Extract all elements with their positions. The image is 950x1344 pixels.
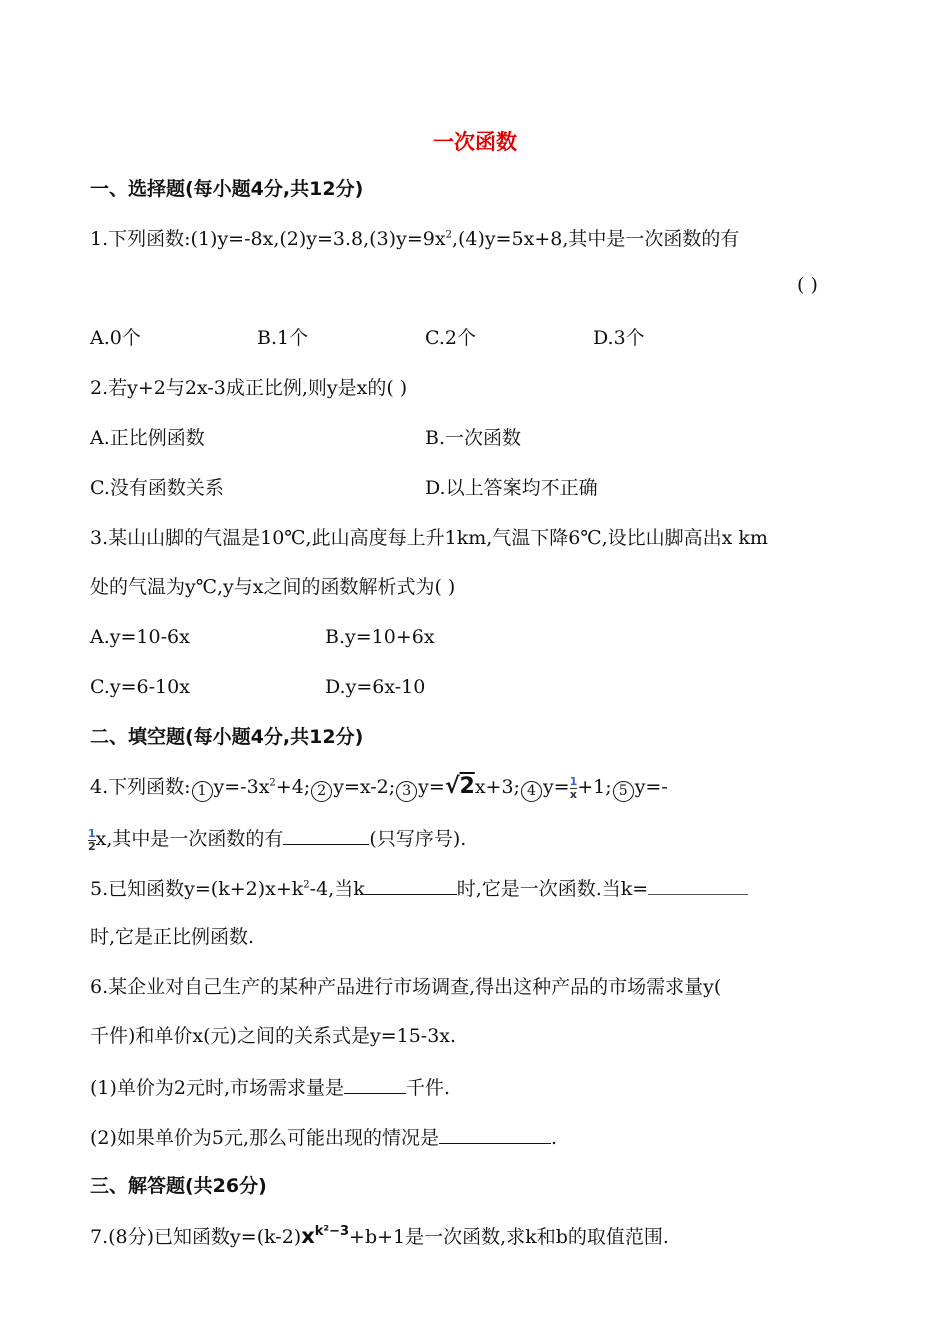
q4-func-1-a: y=-3x: [213, 776, 270, 798]
q4-func-4-b: +1;: [577, 776, 612, 798]
answer-blank[interactable]: [283, 824, 369, 845]
q4-func-2: y=x-2;: [333, 776, 396, 798]
sqrt-argument: 2: [459, 774, 475, 799]
answer-blank[interactable]: [439, 1123, 551, 1144]
q5-sup: 2: [303, 879, 310, 891]
q1-option-c: C.2个: [425, 327, 476, 349]
circled-number-2: 2: [311, 781, 332, 802]
q1-answer-paren: ( ): [797, 274, 818, 296]
q3-option-c: C.y=6-10x: [90, 676, 190, 698]
question-4-line-1: [90, 774, 668, 802]
q1-option-d: D.3个: [593, 327, 645, 349]
q1-sup: 2: [445, 229, 452, 241]
fraction-1-over-2: [88, 828, 96, 853]
question-7: [90, 1223, 669, 1250]
q5-text-a: 5.已知函数y=(k+2)x+k: [90, 878, 304, 900]
answer-blank[interactable]: [344, 1073, 406, 1094]
fraction-denominator: 2: [88, 839, 96, 853]
sqrt-sign: √: [444, 774, 460, 799]
q4-func-1-b: +4;: [275, 776, 311, 798]
section-heading-answer: 三、解答题(共26分): [90, 1175, 267, 1197]
q4-func-1-sup: 2: [269, 777, 276, 789]
q6-sub2-text: (2)如果单价为5元,那么可能出现的情况是: [90, 1127, 440, 1149]
power-expression: [301, 1224, 349, 1248]
circled-number-4: 4: [521, 781, 542, 802]
power-base: x: [301, 1224, 315, 1248]
q3-option-a: A.y=10-6x: [90, 626, 190, 648]
q1-option-a: A.0个: [90, 327, 141, 349]
q2-option-d: D.以上答案均不正确: [425, 477, 598, 499]
question-3-line-1: 3.某山山脚的气温是10℃,此山高度每上升1km,气温下降6℃,设比山脚高出x km: [90, 527, 768, 549]
question-4-line-2: [88, 824, 466, 853]
circled-number-3: 3: [396, 781, 417, 802]
fraction-numerator: 1: [569, 774, 578, 788]
q6-sub2-end: .: [551, 1127, 558, 1149]
q3-option-d: D.y=6x-10: [325, 676, 426, 698]
q1-text-a: 1.下列函数:(1)y=-8x,(2)y=3.8,(3)y=9x: [90, 228, 446, 250]
answer-blank[interactable]: [365, 874, 457, 895]
question-1: [90, 226, 739, 252]
q2-option-b: B.一次函数: [425, 427, 522, 449]
q1-text-b: ,(4)y=5x+8,其中是一次函数的有: [451, 228, 740, 250]
circled-number-5: 5: [613, 781, 634, 802]
q4-func-3-b: x+3;: [474, 776, 520, 798]
circled-number-1: 1: [192, 781, 213, 802]
sqrt-expression: [445, 774, 475, 799]
q1-option-b: B.1个: [257, 327, 309, 349]
q4-func-3-a: y=: [418, 776, 445, 798]
fraction-denominator: x: [569, 787, 577, 801]
q6-sub1-text: (1)单价为2元时,市场需求量是: [90, 1077, 345, 1099]
q4-prefix: 4.下列函数:: [90, 776, 191, 798]
fraction-numerator: 1: [88, 826, 96, 840]
q6-sub1-end: 千件.: [406, 1077, 451, 1099]
section-heading-choice: 一、选择题(每小题4分,共12分): [90, 178, 364, 200]
power-exponent: k²−3: [314, 1224, 350, 1239]
question-6-line-2: 千件)和单价x(元)之间的关系式是y=15-3x.: [90, 1025, 457, 1047]
question-6-line-1: 6.某企业对自己生产的某种产品进行市场调查,得出这种产品的市场需求量y(: [90, 976, 722, 998]
q3-option-b: B.y=10+6x: [325, 626, 435, 648]
q2-option-c: C.没有函数关系: [90, 477, 224, 499]
question-2: 2.若y+2与2x-3成正比例,则y是x的( ): [90, 377, 408, 399]
q7-text-a: 7.(8分)已知函数y=(k-2): [90, 1226, 302, 1248]
q5-text-c: 时,它是一次函数.当k=: [456, 878, 649, 900]
question-5-line-1: [90, 874, 748, 902]
q7-text-b: +b+1是一次函数,求k和b的取值范围.: [349, 1226, 669, 1248]
q4-func-5-a: y=-: [634, 776, 668, 798]
q2-option-a: A.正比例函数: [90, 427, 205, 449]
q4-func-4-a: y=: [542, 776, 570, 798]
question-5-line-2: 时,它是正比例函数.: [90, 926, 255, 948]
question-6-sub-1: [90, 1073, 450, 1101]
q4-line-2-end: (只写序号).: [369, 828, 467, 850]
q4-line-2-text: x,其中是一次函数的有: [95, 828, 284, 850]
answer-blank[interactable]: [648, 874, 748, 895]
page-title: 一次函数: [433, 130, 517, 154]
question-6-sub-2: [90, 1123, 557, 1151]
question-3-line-2: 处的气温为y℃,y与x之间的函数解析式为( ): [90, 576, 456, 598]
q5-text-b: -4,当k: [309, 878, 365, 900]
section-heading-fill: 二、填空题(每小题4分,共12分): [90, 726, 364, 748]
